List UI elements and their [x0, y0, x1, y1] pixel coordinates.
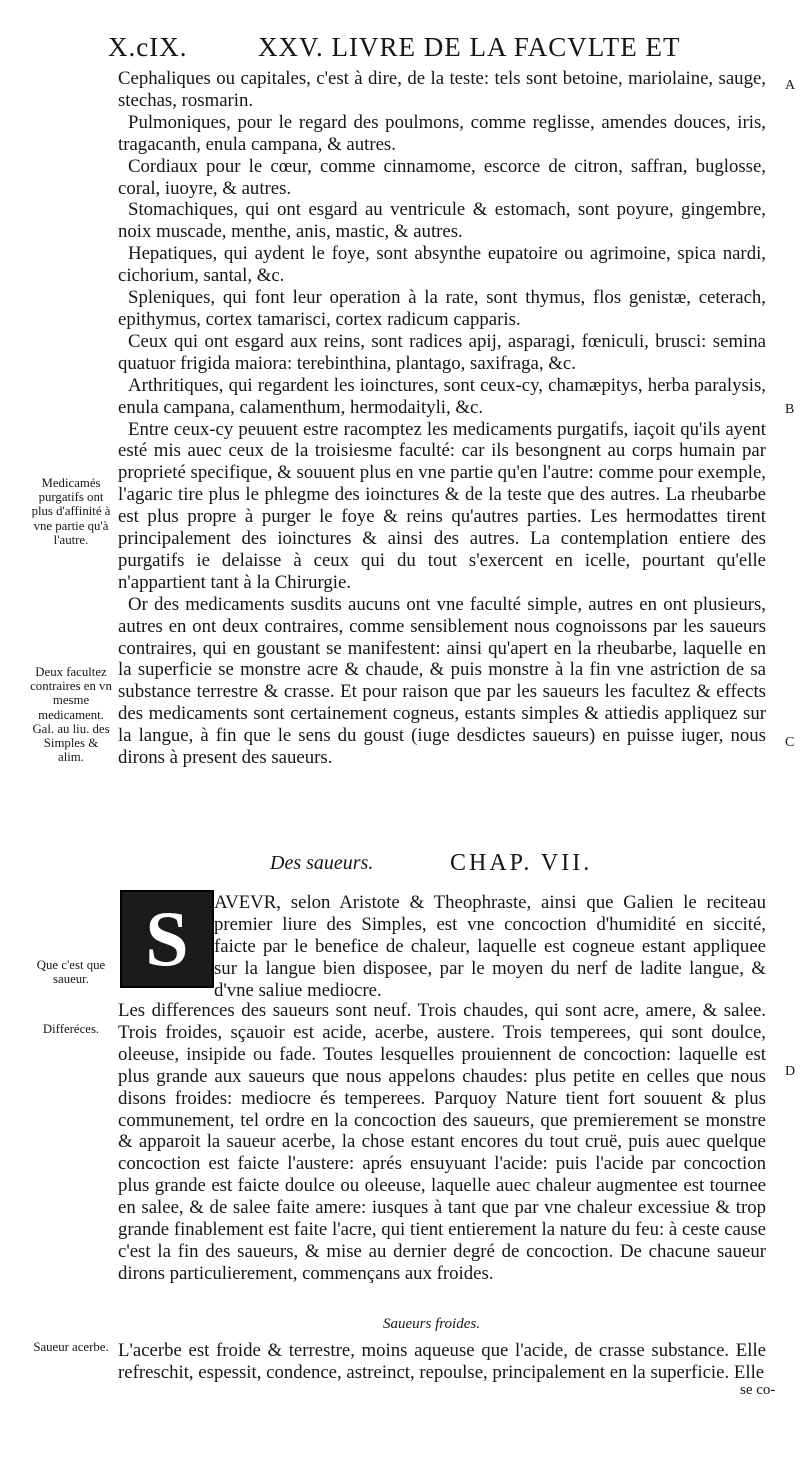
acerbe-paragraph: L'acerbe est froide & terrestre, moins aqueuse que l'acide, de crasse substance. Elle refreschit, espessit, condence, astreinct, repoulse, principalement en la superficie. Elle [118, 1340, 766, 1383]
chapter-opening-text: AVEVR, selon Aristote & Theophraste, ainsi que Galien le reciteau premier liure des Simples, est vne concoction d'humidité en siccité, faicte par le benefice de chaleur, laquelle est cogneue estant appliquee sur la langue bien disposee, par le moyen du nerf de ladite langue, & d'vne saliue mediocre. [214, 892, 766, 1001]
page-header [108, 32, 758, 68]
paragraph-purgatifs: Entre ceux-cy peuuent estre racomptez les medicaments purgatifs, iaçoit qu'ils ayent esté mis auec ceux de la troisiesme faculté: car ils besongnent au corps humain par proprieté specifique, & souuent plus en vne partie qu'en l'autre: comme pour exemple, l'agaric tire plus le phlegme des ioinctures & de la teste que des autres. La rheubarbe est plus propre à purger le foye & reins qu'autres parties. Les hermodattes tirent principalement des ioinctures & ainsi des autres. La contemplation entiere des purgatifs ie delaisse à ceux qui du tout s'exercent en icelle, pourtant qu'elle n'appartient tant à la Chirurgie. [118, 418, 766, 593]
paragraph-reins: Ceux qui ont esgard aux reins, sont radices apij, asparagi, fœniculi, brusci: semina quatuor frigida maiora: terebinthina, plantago, saxifraga, &c. [118, 330, 766, 374]
paragraph-cephaliques: Cephaliques ou capitales, c'est à dire, de la teste: tels sont betoine, mariolaine, sauge, stechas, rosmarin. [118, 68, 766, 111]
margin-note-differences: Differéces. [42, 1022, 100, 1036]
section-mark-a: A [785, 78, 796, 93]
margin-note-deux-facultez: Deux facultez contraires en vn mesme medicament. Gal. au liu. des Simples & alim. [30, 665, 112, 765]
differences-paragraph: Les differences des saueurs sont neuf. Trois chaudes, qui sont acre, amere, & salee. Trois froides, sçauoir est acide, acerbe, austere. Trois temperees, qui sont doulce, oleeuse, insipide ou fade. Toutes lesquelles prouiennent de concoction: laquelle est plus grande aux saueurs que nous appelons chaudes: plus petite en celles que nous disons froides: mediocre és temperees. Parquoy Nature tient fort souuent & plus communement, tel ordre en la concoction des saueurs, que premierement se monstre & apparoit la saueur acerbe, la chose estant encores du tout cruë, puis auec quelque concoction est faicte l'austere: aprés ensuyuant l'acide: puis l'acide par concoction plus grande est faicte doulce ou oleeuse, laquelle auec chaleur augmentee est tournee en salee, & de salee faite amere: iusques à tant que par vne chaleur excessiue & trop grande finablement est faite l'acre, qui tient entierement la nature du feu: à ceste cause c'est la fin des saueurs, & mise au dernier degré de concoction. De chacune saueur dirons particulierement, commençans aux froides. [118, 1000, 766, 1284]
paragraph-cordiaux: Cordiaux pour le cœur, comme cinnamome, escorce de citron, saffran, buglosse, coral, iuoyre, & autres. [118, 155, 766, 199]
paragraph-spleniques: Spleniques, qui font leur operation à la rate, sont thymus, flos genistæ, ceterach, epithymus, cortex tamarisci, cortex radicum capparis. [118, 287, 766, 330]
section-mark-c: C [785, 735, 795, 750]
chapter-heading [270, 850, 670, 880]
paragraph-arthritiques: Arthritiques, qui regardent les ioinctures, sont ceux-cy, chamæpitys, herba paralysis, enula campana, calamenthum, hermodaityli, &c. [118, 374, 766, 418]
decorated-initial: S [120, 890, 214, 988]
main-text-block [118, 68, 766, 769]
section-mark-d: D [785, 1064, 796, 1079]
margin-note-acerbe: Saueur acerbe. [33, 1340, 109, 1354]
paragraph-pulmoniques: Pulmoniques, pour le regard des poulmons, comme reglisse, amendes douces, iris, tragacanth, enula campana, & autres. [118, 111, 766, 155]
margin-note-purgatifs: Medicamés purgatifs ont plus d'affinité à vne partie qu'à l'autre. [31, 476, 111, 547]
chapter-label: CHAP. VII. [450, 850, 593, 876]
margin-note-saueur: Que c'est que saueur. [36, 958, 106, 987]
catchword: se co- [740, 1382, 776, 1398]
paragraph-facultes: Or des medicaments susdits aucuns ont vne faculté simple, autres en ont plusieurs, autres en ont deux contraires, comme sensiblement nous cognoissons par les saueurs contraires, qui en goustant se manifestent: ainsi qu'apert en la rheubarbe, laquelle en la superficie se monstre acre & chaude, & puis monstre à la fin vne astriction de sa substance terrestre & crasse. Et pour raison que par les saueurs les facultez & effects des medicaments sont certainement cogneus, estants simples & attiedis appliquez sur la langue, à fin que le sens du goust (iuge desdictes saueurs) en puisse iuger, nous dirons à present des saueurs. [118, 593, 766, 769]
paragraph-hepatiques: Hepatiques, qui aydent le foye, sont absynthe eupatoire ou agrimoine, spica nardi, cichorium, santal, &c. [118, 243, 766, 287]
section-subtitle: Saueurs froides. [383, 1316, 480, 1332]
chapter-title: Des saueurs. [270, 852, 374, 874]
paragraph-stomachiques: Stomachiques, qui ont esgard au ventricule & estomach, sont poyure, gingembre, noix muscade, menthe, anis, mastic, & autres. [118, 199, 766, 243]
section-mark-b: B [785, 402, 795, 417]
folio-number: X.cIX. [108, 32, 188, 62]
running-title: XXV. LIVRE DE LA FACVLTE ET [258, 32, 681, 62]
